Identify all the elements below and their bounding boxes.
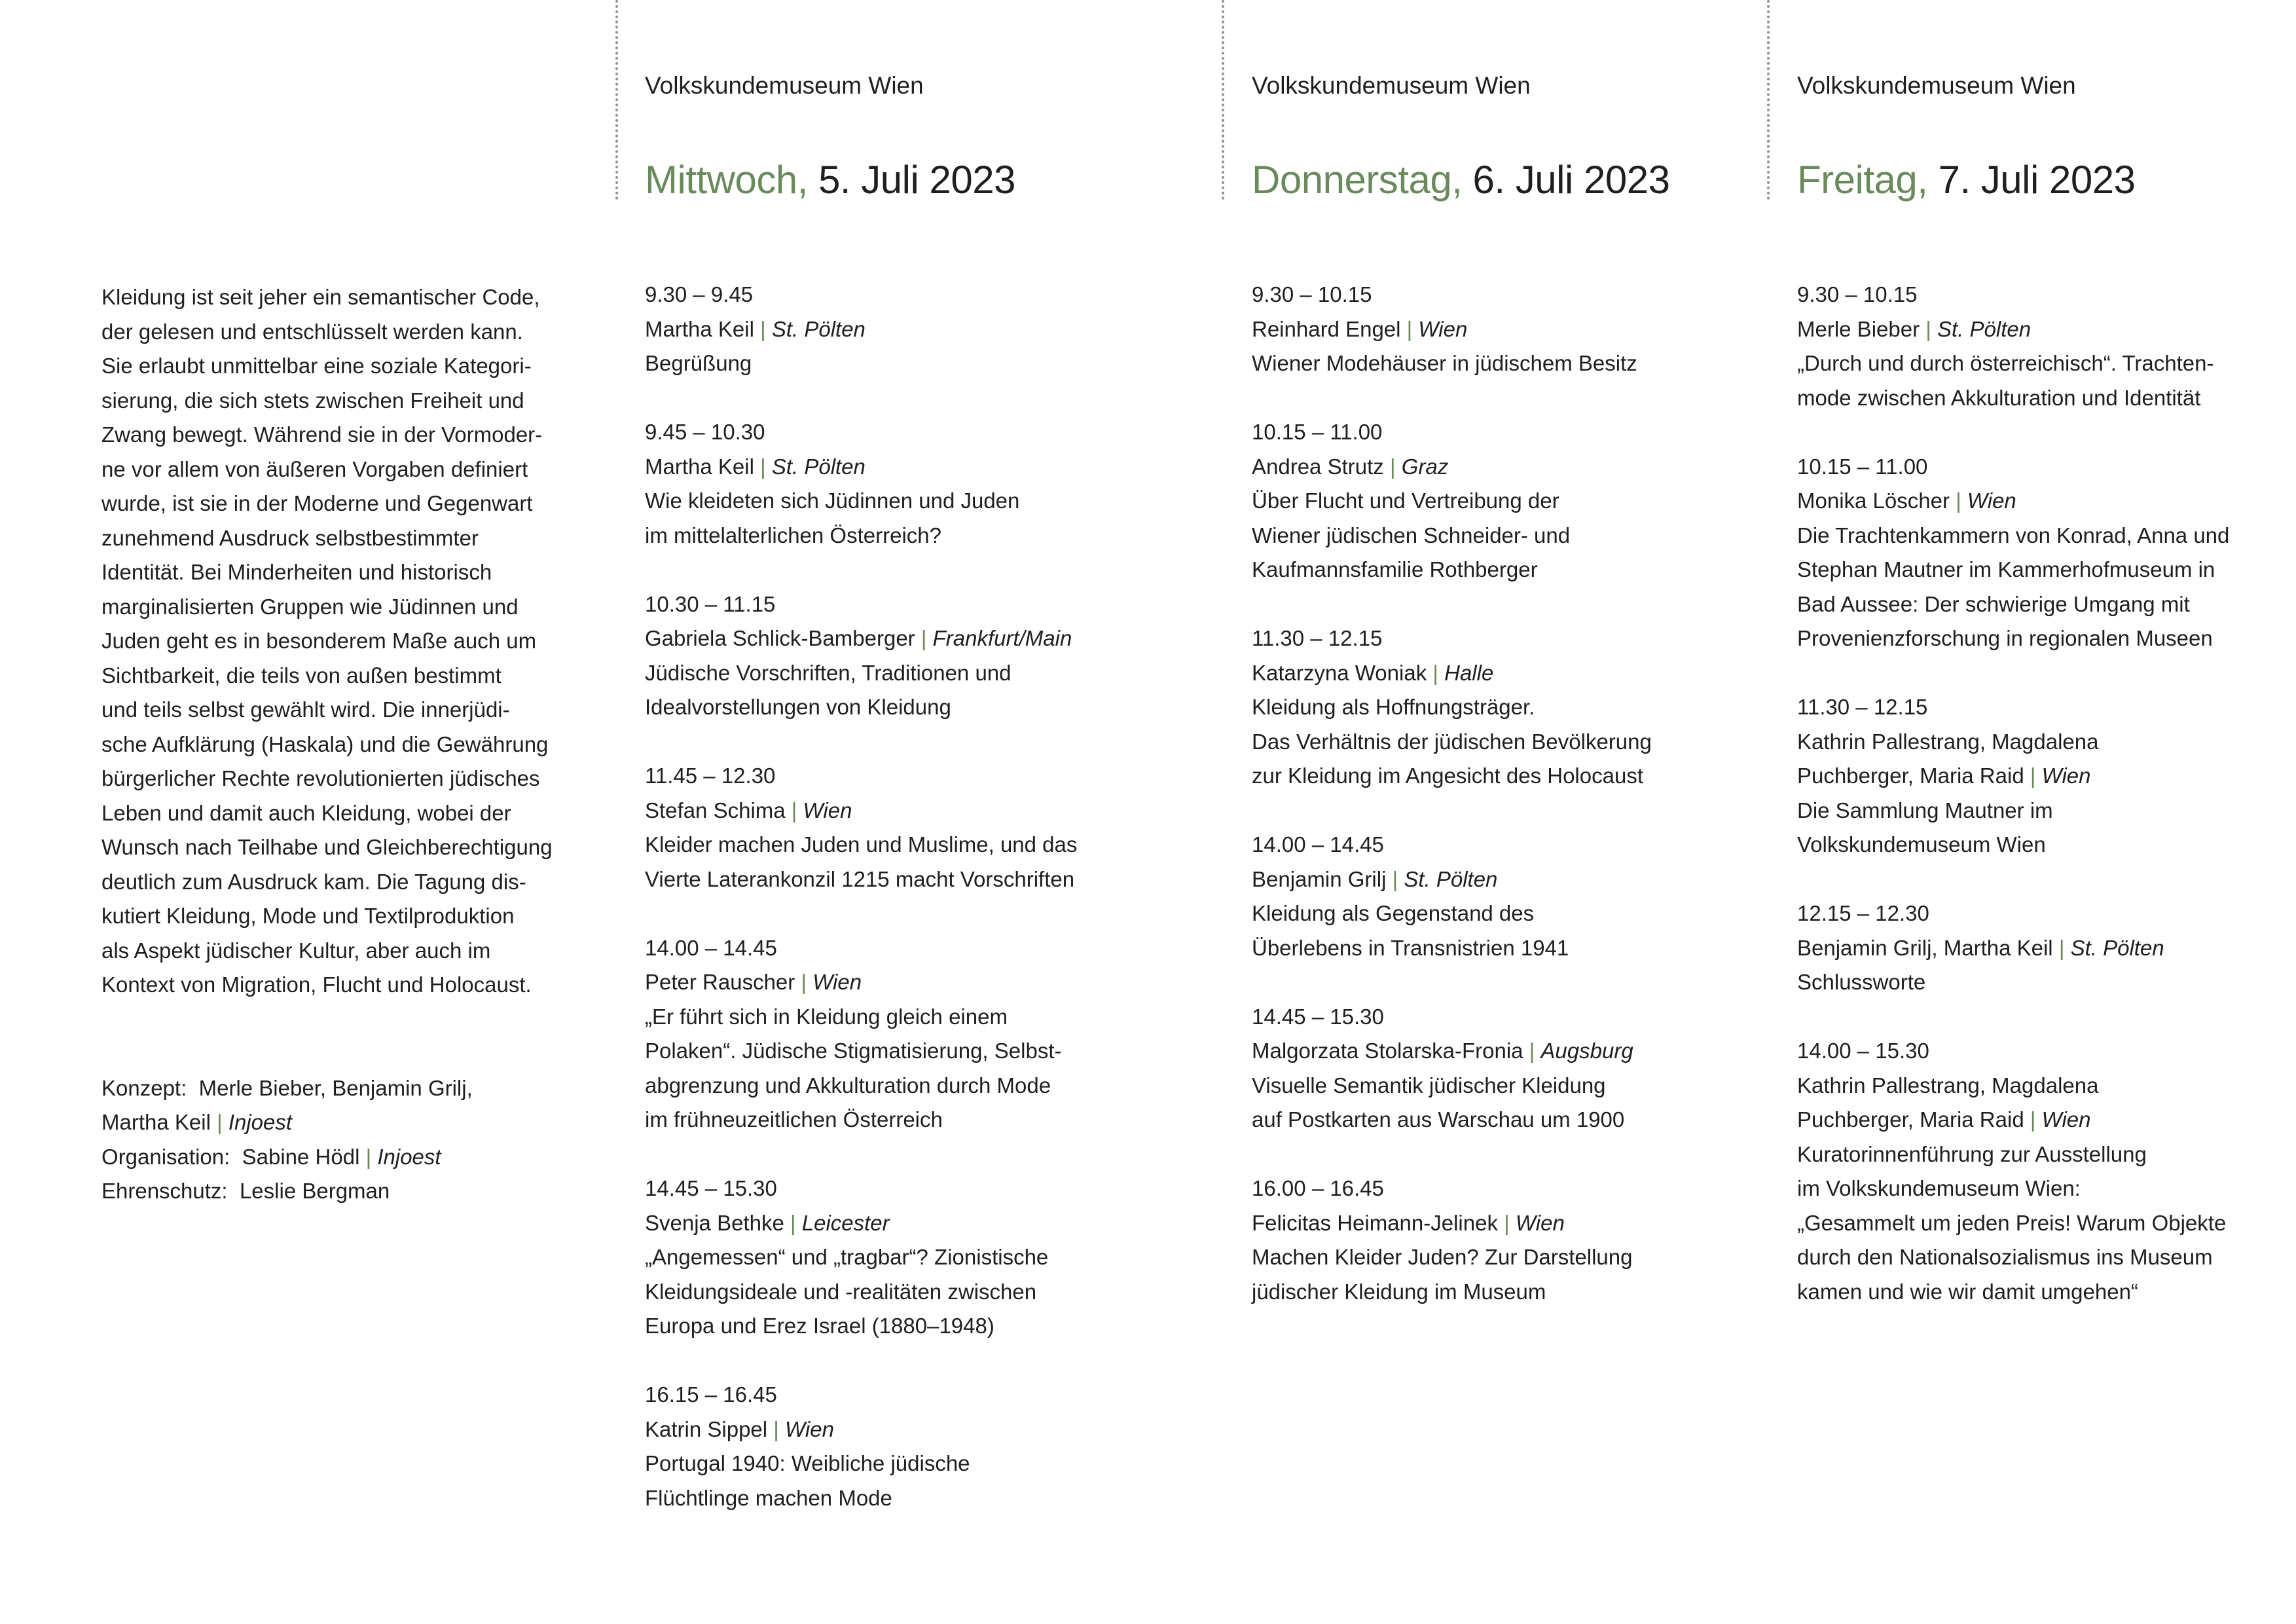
separator: | <box>1392 866 1398 891</box>
intro-line: kutiert Kleidung, Mode und Textilproduktion <box>101 904 515 928</box>
session-title: Kleider machen Juden und Muslime, und das <box>645 832 1078 857</box>
session-item <box>645 1172 1142 1344</box>
session-title: auf Postkarten aus Warschau um 1900 <box>1252 1107 1625 1132</box>
intro-line: als Aspekt jüdischer Kultur, aber auch im <box>101 938 491 963</box>
intro-line: deutlich zum Ausdruck kam. Die Tagung dis- <box>101 869 526 894</box>
session-place: Halle <box>1444 660 1494 685</box>
separator: | <box>1504 1210 1510 1235</box>
session-speaker-line <box>1797 931 2295 966</box>
session-speaker: Benjamin Grilj <box>1252 866 1387 891</box>
session-speaker-line <box>1252 312 1749 347</box>
session-speaker: Andrea Strutz <box>1252 454 1384 479</box>
session-item <box>645 1378 1142 1515</box>
session-place: Wien <box>1515 1210 1565 1235</box>
venue: Volkskundemuseum Wien <box>1252 72 1531 99</box>
intro-line: sierung, die sich stets zwischen Freiheit und <box>101 388 524 413</box>
session-item <box>1252 621 1749 794</box>
session-item <box>1252 828 1749 965</box>
session-speaker: Stefan Schima <box>645 798 786 822</box>
session-title: „Er führt sich in Kleidung gleich einem <box>645 1004 1008 1029</box>
session-place: Wien <box>785 1416 834 1441</box>
session-title: Volkskundemuseum Wien <box>1797 832 2046 857</box>
session-item <box>1797 1034 2295 1309</box>
separator: | <box>2058 935 2065 960</box>
date: 6. Juli 2023 <box>1472 158 1670 202</box>
session-title: Kleidungsideale und -realitäten zwischen <box>645 1279 1037 1304</box>
session-speaker-line <box>1252 1034 1749 1069</box>
separator: | <box>773 1416 779 1441</box>
intro-line: Wunsch nach Teilhabe und Gleichberechtigung <box>101 835 553 859</box>
session-title: Vierte Laterankonzil 1215 macht Vorschriften <box>645 866 1075 891</box>
date-heading <box>645 157 1015 202</box>
session-time: 9.30 – 9.45 <box>645 282 754 306</box>
session-title: Wie kleideten sich Jüdinnen und Juden <box>645 489 1020 513</box>
session-time: 14.00 – 14.45 <box>645 935 777 960</box>
session-speaker-line <box>645 965 1142 1000</box>
session-speaker: Svenja Bethke <box>645 1210 784 1235</box>
venue: Volkskundemuseum Wien <box>1797 72 2076 99</box>
session-speaker-line <box>1797 725 2295 760</box>
intro-line: Sichtbarkeit, die teils von außen bestimmt <box>101 663 501 688</box>
date: 5. Juli 2023 <box>818 158 1015 202</box>
separator: | <box>760 316 766 341</box>
session-time: 14.00 – 14.45 <box>1252 832 1384 857</box>
session-title: im frühneuzeitlichen Österreich <box>645 1107 943 1132</box>
separator: | <box>365 1144 372 1169</box>
session-title: Kuratorinnenführung zur Ausstellung <box>1797 1141 2147 1166</box>
ehrenschutz-label: Ehrenschutz: <box>101 1179 228 1203</box>
intro-line: Leben und damit auch Kleidung, wobei der <box>101 800 511 825</box>
intro-line: Sie erlaubt unmittelbar eine soziale Kategori- <box>101 354 532 378</box>
separator: | <box>217 1110 223 1134</box>
separator: | <box>1432 660 1438 685</box>
session-title: Schlussworte <box>1797 970 1926 994</box>
session-title: durch den Nationalsozialismus ins Museum <box>1797 1245 2213 1269</box>
session-title: Über Flucht und Vertreibung der <box>1252 489 1559 513</box>
intro-line: bürgerlicher Rechte revolutionierten jüdisches <box>101 766 540 790</box>
session-item <box>1797 278 2295 415</box>
session-time: 9.30 – 10.15 <box>1252 282 1372 306</box>
session-speaker: Martha Keil <box>645 316 754 341</box>
session-title: mode zwischen Akkulturation und Identität <box>1797 385 2201 410</box>
separator: | <box>2030 1107 2036 1132</box>
session-time: 16.15 – 16.45 <box>645 1382 777 1407</box>
session-place: Wien <box>2041 1107 2091 1132</box>
session-place: Wien <box>812 970 862 994</box>
session-item <box>1797 690 2295 862</box>
intro-line: zunehmend Ausdruck selbstbestimmter <box>101 525 479 550</box>
session-item <box>1252 278 1749 381</box>
session-speaker-line <box>1252 450 1749 485</box>
session-title: Kaufmannsfamilie Rothberger <box>1252 557 1538 581</box>
session-list <box>645 278 1142 1550</box>
session-list <box>1797 278 2295 1344</box>
session-title: „Gesammelt um jeden Preis! Warum Objekte <box>1797 1210 2227 1235</box>
session-title: Flüchtlinge machen Mode <box>645 1485 892 1510</box>
intro-line: wurde, ist sie in der Moderne und Gegenwart <box>101 491 533 515</box>
session-title: Das Verhältnis der jüdischen Bevölkerung <box>1252 729 1652 754</box>
credit-ehrenschutz <box>101 1174 573 1209</box>
session-speaker: Katarzyna Woniak <box>1252 660 1427 685</box>
session-place: Wien <box>803 798 852 822</box>
organisation-org: Injoest <box>377 1144 441 1169</box>
date-heading <box>1252 157 1669 202</box>
session-speaker-line <box>1252 656 1749 691</box>
session-title: Portugal 1940: Weibliche jüdische <box>645 1451 970 1475</box>
separator: | <box>1956 489 1961 513</box>
session-speaker-line <box>645 312 1142 347</box>
session-speaker: Benjamin Grilj, Martha Keil <box>1797 935 2053 960</box>
session-speaker-line <box>645 450 1142 485</box>
session-speaker: Monika Löscher <box>1797 489 1950 513</box>
intro-column <box>101 280 573 1209</box>
session-title: im mittelalterlichen Österreich? <box>645 523 941 547</box>
session-item <box>1797 896 2295 1000</box>
session-time: 11.45 – 12.30 <box>645 764 776 788</box>
session-title: Die Sammlung Mautner im <box>1797 798 2053 822</box>
intro-line: der gelesen und entschlüsselt werden kann. <box>101 319 523 344</box>
session-place: St. Pölten <box>1937 316 2032 341</box>
date-heading <box>1797 157 2135 202</box>
session-time: 10.15 – 11.00 <box>1797 454 1928 479</box>
session-title: Visuelle Semantik jüdischer Kleidung <box>1252 1073 1606 1098</box>
session-item <box>1252 415 1749 587</box>
session-speaker-line <box>1797 484 2295 519</box>
session-title: Europa und Erez Israel (1880–1948) <box>645 1314 994 1338</box>
separator: | <box>1925 316 1931 341</box>
session-speaker: Merle Bieber <box>1797 316 1920 341</box>
konzept-label: Konzept: <box>101 1075 187 1100</box>
session-place: Wien <box>1418 316 1468 341</box>
session-item <box>1252 1000 1749 1137</box>
intro-line: marginalisierten Gruppen wie Jüdinnen und <box>101 594 519 619</box>
session-time: 14.45 – 15.30 <box>645 1176 777 1200</box>
session-title: jüdischer Kleidung im Museum <box>1252 1279 1546 1304</box>
session-speaker-line <box>1797 1103 2295 1137</box>
session-title: „Angemessen“ und „tragbar“? Zionistische <box>645 1245 1049 1269</box>
column-divider <box>1222 0 1224 200</box>
session-speaker: Felicitas Heimann-Jelinek <box>1252 1210 1498 1235</box>
session-speaker: Puchberger, Maria Raid <box>1797 764 2024 788</box>
session-speaker: Malgorzata Stolarska-Fronia <box>1252 1039 1523 1063</box>
intro-line: Kontext von Migration, Flucht und Holocaust. <box>101 972 532 997</box>
session-item <box>645 931 1142 1137</box>
session-speaker: Reinhard Engel <box>1252 316 1401 341</box>
session-title: zur Kleidung im Angesicht des Holocaust <box>1252 764 1643 788</box>
venue: Volkskundemuseum Wien <box>645 72 924 99</box>
session-speaker: Katrin Sippel <box>645 1416 768 1441</box>
column-divider <box>1767 0 1770 200</box>
intro-line: Kleidung ist seit jeher ein semantischer Code, <box>101 285 540 309</box>
session-title: Stephan Mautner im Kammerhofmuseum in <box>1797 557 2215 581</box>
session-speaker-line <box>1797 759 2295 794</box>
session-title: Provenienzforschung in regionalen Museen <box>1797 626 2213 650</box>
session-item <box>645 278 1142 381</box>
session-title: Machen Kleider Juden? Zur Darstellung <box>1252 1245 1633 1269</box>
date: 7. Juli 2023 <box>1938 158 2136 202</box>
separator: | <box>790 1210 796 1235</box>
session-speaker: Kathrin Pallestrang, Magdalena <box>1797 729 2099 754</box>
konzept-names: Merle Bieber, Benjamin Grilj, <box>198 1075 473 1100</box>
organisation-name: Sabine Hödl <box>242 1144 360 1169</box>
separator: | <box>1389 454 1396 479</box>
credit-konzept-cont <box>101 1105 573 1140</box>
session-title: Die Trachtenkammern von Konrad, Anna und <box>1797 523 2230 547</box>
session-time: 11.30 – 12.15 <box>1797 695 1928 719</box>
session-place: St. Pölten <box>1404 866 1498 891</box>
session-title: Wiener jüdischen Schneider- und <box>1252 523 1571 547</box>
credits <box>101 1071 573 1209</box>
session-speaker: Kathrin Pallestrang, Magdalena <box>1797 1073 2099 1098</box>
session-place: Wien <box>1967 489 2016 513</box>
session-speaker-line <box>645 1412 1142 1447</box>
column-divider <box>615 0 618 200</box>
separator: | <box>1406 316 1413 341</box>
session-speaker: Peter Rauscher <box>645 970 795 994</box>
session-title: Begrüßung <box>645 351 752 375</box>
intro-line: Juden geht es in besonderem Maße auch um <box>101 629 537 653</box>
session-speaker-line <box>645 794 1142 828</box>
intro-line: ne vor allem von äußeren Vorgaben definiert <box>101 456 528 481</box>
session-title: kamen und wie wir damit umgehen“ <box>1797 1279 2138 1304</box>
session-place: Wien <box>2041 764 2091 788</box>
session-item <box>1252 1172 1749 1309</box>
weekday: Donnerstag, <box>1252 158 1463 202</box>
session-speaker-line <box>1797 1069 2295 1103</box>
weekday: Freitag, <box>1797 158 1928 202</box>
session-title: Kleidung als Gegenstand des <box>1252 901 1535 925</box>
session-time: 14.45 – 15.30 <box>1252 1004 1384 1029</box>
konzept-names-2: Martha Keil <box>101 1110 211 1134</box>
session-time: 9.30 – 10.15 <box>1797 282 1918 306</box>
session-title: Bad Aussee: Der schwierige Umgang mit <box>1797 591 2190 616</box>
session-item <box>645 587 1142 725</box>
intro-line: Zwang bewegt. Während sie in der Vormoder- <box>101 422 543 447</box>
session-title: Polaken“. Jüdische Stigmatisierung, Selbst- <box>645 1039 1062 1063</box>
session-item <box>645 759 1142 896</box>
session-speaker: Puchberger, Maria Raid <box>1797 1107 2024 1132</box>
konzept-org: Injoest <box>228 1110 293 1134</box>
session-title: Idealvorstellungen von Kleidung <box>645 695 951 719</box>
session-list <box>1252 278 1749 1344</box>
ehrenschutz-name: Leslie Bergman <box>239 1179 390 1203</box>
credit-konzept <box>101 1071 573 1106</box>
session-item <box>1797 450 2295 656</box>
session-speaker-line <box>1252 1206 1749 1241</box>
separator: | <box>920 626 927 650</box>
session-speaker-line <box>645 621 1142 656</box>
session-time: 10.15 – 11.00 <box>1252 420 1383 444</box>
session-title: „Durch und durch österreichisch“. Trachten- <box>1797 351 2214 375</box>
intro-line: Identität. Bei Minderheiten und historisch <box>101 560 492 584</box>
session-place: Augsburg <box>1540 1039 1633 1063</box>
credit-organisation <box>101 1140 573 1175</box>
intro-line: und teils selbst gewählt wird. Die innerjüdi- <box>101 697 510 722</box>
session-time: 9.45 – 10.30 <box>645 420 765 444</box>
weekday: Mittwoch, <box>645 158 808 202</box>
intro-line: sche Aufklärung (Haskala) und die Gewährung <box>101 731 549 756</box>
session-time: 10.30 – 11.15 <box>645 591 776 616</box>
session-place: Graz <box>1401 454 1449 479</box>
separator: | <box>2030 764 2036 788</box>
session-time: 16.00 – 16.45 <box>1252 1176 1384 1200</box>
session-title: im Volkskundemuseum Wien: <box>1797 1176 2081 1200</box>
separator: | <box>1529 1039 1535 1063</box>
separator: | <box>801 970 807 994</box>
session-title: Überlebens in Transnistrien 1941 <box>1252 935 1569 960</box>
session-speaker-line <box>645 1206 1142 1241</box>
session-item <box>645 415 1142 553</box>
session-title: Jüdische Vorschriften, Traditionen und <box>645 660 1011 685</box>
session-speaker-line <box>1252 862 1749 897</box>
session-place: St. Pölten <box>2070 935 2164 960</box>
session-title: Kleidung als Hoffnungsträger. <box>1252 695 1535 719</box>
separator: | <box>791 798 797 822</box>
session-place: Leicester <box>801 1210 890 1235</box>
session-speaker: Martha Keil <box>645 454 754 479</box>
session-time: 14.00 – 15.30 <box>1797 1039 1929 1063</box>
session-place: St. Pölten <box>771 316 866 341</box>
session-place: St. Pölten <box>771 454 866 479</box>
session-time: 12.15 – 12.30 <box>1797 901 1929 925</box>
session-speaker-line <box>1797 312 2295 347</box>
organisation-label: Organisation: <box>101 1144 230 1169</box>
session-speaker: Gabriela Schlick-Bamberger <box>645 626 915 650</box>
session-title: Wiener Modehäuser in jüdischem Besitz <box>1252 351 1637 375</box>
intro-paragraph <box>101 280 573 1003</box>
separator: | <box>760 454 766 479</box>
session-title: abgrenzung und Akkulturation durch Mode <box>645 1073 1051 1098</box>
session-place: Frankfurt/Main <box>932 626 1072 650</box>
session-time: 11.30 – 12.15 <box>1252 626 1383 650</box>
